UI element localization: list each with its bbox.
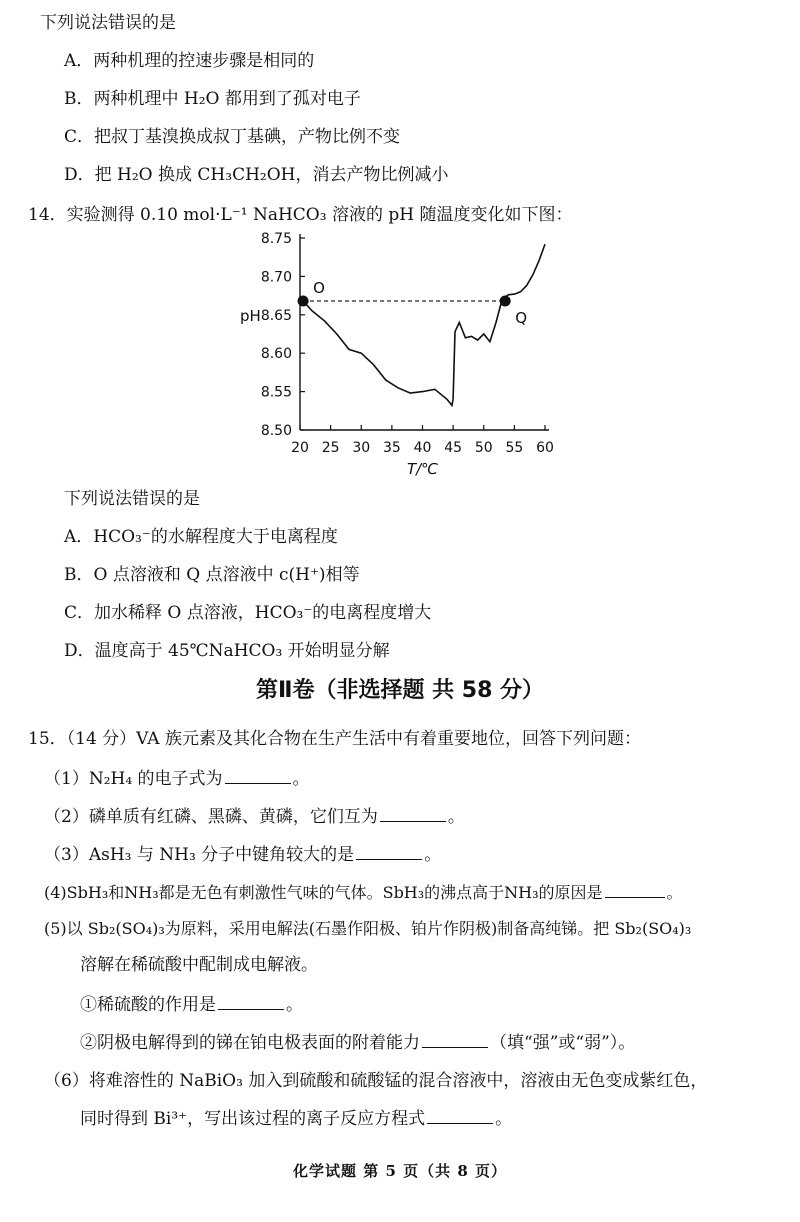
- answer-blank: [380, 807, 446, 822]
- q13-option-c: C．把叔丁基溴换成叔丁基碘，产物比例不变: [64, 127, 401, 147]
- q15-part-5-sub1: ①稀硫酸的作用是 。: [80, 995, 303, 1015]
- y-tick-label: 8.75: [260, 231, 292, 247]
- answer-blank: [422, 1033, 488, 1048]
- q15-part-5-sub2: ②阴极电解得到的锑在铂电极表面的附着能力 （填“强”或“弱”）。: [80, 1033, 636, 1053]
- q14-option-d: D．温度高于 45℃NaHCO₃ 开始明显分解: [64, 641, 390, 661]
- q15-part-3: （3）AsH₃ 与 NH₃ 分子中键角较大的是 。: [44, 845, 442, 865]
- point-o: [298, 295, 309, 306]
- q15-part-6-line2: 同时得到 Bi³⁺，写出该过程的离子反应方程式 。: [80, 1109, 513, 1129]
- ph-curve: [303, 244, 545, 405]
- y-tick-label: 8.70: [260, 269, 292, 286]
- answer-blank: [356, 845, 422, 860]
- q15-part-6-line1: （6）将难溶性的 NaBiO₃ 加入到硫酸和硫酸锰的混合溶液中，溶液由无色变成紫红色，: [44, 1071, 708, 1091]
- q15-stem: 15．（14 分）VA 族元素及其化合物在生产生活中有着重要地位，回答下列问题：: [28, 729, 641, 749]
- x-tick-label: 50: [474, 440, 493, 456]
- y-axis-label: pH: [240, 306, 261, 325]
- q14-option-a: A．HCO₃⁻的水解程度大于电离程度: [64, 527, 338, 547]
- x-tick-label: 55: [505, 440, 524, 456]
- section-title: 第Ⅱ卷（非选择题 共 58 分）: [255, 678, 545, 703]
- point-q: [500, 295, 511, 306]
- q13-option-b: B．两种机理中 H₂O 都用到了孤对电子: [64, 89, 361, 109]
- y-tick-label: 8.65: [260, 307, 292, 324]
- q15-part-4: (4)SbH₃和NH₃都是无色有刺激性气味的气体。SbH₃的沸点高于NH₃的原因是 。: [44, 883, 683, 902]
- x-tick-label: 30: [352, 440, 371, 456]
- q13-stem: 下列说法错误的是: [40, 13, 176, 33]
- answer-blank: [218, 995, 284, 1010]
- answer-blank: [427, 1109, 493, 1124]
- q14-stem: 14．实验测得 0.10 mol·L⁻¹ NaHCO₃ 溶液的 pH 随温度变化如下图：: [28, 205, 573, 225]
- q13-option-a: A．两种机理的控速步骤是相同的: [64, 51, 315, 71]
- q14-option-b: B．O 点溶液和 Q 点溶液中 c(H⁺)相等: [64, 565, 360, 585]
- q14-option-c: C．加水稀释 O 点溶液，HCO₃⁻的电离程度增大: [64, 603, 432, 623]
- q15-part-5-line2: 溶解在稀硫酸中配制成电解液。: [80, 955, 318, 975]
- x-tick-label: 20: [291, 440, 309, 456]
- y-tick-label: 8.55: [260, 384, 292, 401]
- q13-option-d: D．把 H₂O 换成 CH₃CH₂OH，消去产物比例减小: [64, 165, 449, 185]
- answer-blank: [225, 769, 291, 784]
- q15-part-5-line1: (5)以 Sb₂(SO₄)₃为原料，采用电解法(石墨作阳极、铂片作阴极)制备高纯锑。把 Sb₂(SO₄)₃: [44, 919, 692, 938]
- point-label-q: Q: [515, 308, 527, 327]
- y-tick-label: 8.50: [260, 423, 292, 439]
- page-footer: 化学试题 第 5 页（共 8 页）: [293, 1162, 507, 1180]
- x-tick-label: 40: [413, 440, 432, 456]
- y-tick-label: 8.60: [260, 346, 292, 363]
- x-tick-label: 45: [444, 440, 463, 456]
- ph-temperature-chart: [220, 224, 580, 486]
- answer-blank: [605, 883, 665, 898]
- point-label-o: O: [313, 278, 325, 297]
- chart-axes: [300, 234, 549, 430]
- q15-part-2: （2）磷单质有红磷、黑磷、黄磷，它们互为 。: [44, 807, 465, 827]
- x-tick-label: 25: [321, 440, 340, 456]
- q14-question: 下列说法错误的是: [64, 489, 200, 509]
- x-axis-label: T/℃: [406, 460, 439, 478]
- x-tick-label: 60: [536, 440, 554, 456]
- x-tick-label: 35: [382, 440, 401, 456]
- q15-part-1: （1）N₂H₄ 的电子式为 。: [44, 769, 310, 789]
